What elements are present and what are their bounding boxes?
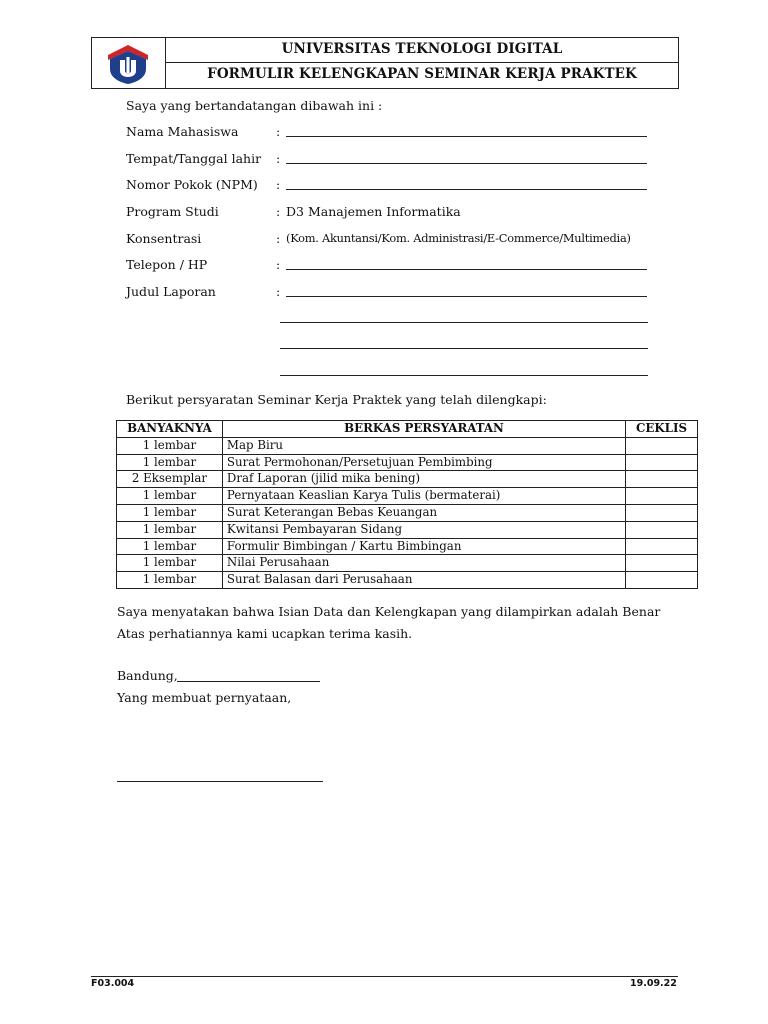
doc-cell: Map Biru xyxy=(222,437,625,454)
table-row xyxy=(117,454,698,471)
statement-text: Saya menyatakan bahwa Isian Data dan Kelengkapan yang dilampirkan adalah Benar xyxy=(117,604,661,619)
qty-cell: 1 lembar xyxy=(117,538,223,555)
tempat-tanggal-lahir-input[interactable] xyxy=(286,163,647,164)
field-colon: : xyxy=(276,284,281,299)
requirements-table xyxy=(116,420,698,589)
field-label: Nama Mahasiswa xyxy=(126,124,239,139)
judul-laporan-input[interactable] xyxy=(286,296,647,297)
qty-cell: 2 Eksemplar xyxy=(117,471,223,488)
qty-cell: 1 lembar xyxy=(117,454,223,471)
signature-name-line[interactable] xyxy=(117,781,323,782)
check-cell[interactable] xyxy=(626,521,698,538)
check-cell[interactable] xyxy=(626,538,698,555)
field-colon: : xyxy=(276,124,281,139)
footer-divider xyxy=(91,976,678,977)
nama-mahasiswa-input[interactable] xyxy=(286,136,647,137)
doc-cell: Formulir Bimbingan / Kartu Bimbingan xyxy=(222,538,625,555)
field-colon: : xyxy=(276,177,281,192)
doc-cell: Surat Keterangan Bebas Keuangan xyxy=(222,504,625,521)
konsentrasi-value: (Kom. Akuntansi/Kom. Administrasi/E-Commerce/Multimedia) xyxy=(286,231,631,245)
doc-cell: Surat Permohonan/Persetujuan Pembimbing xyxy=(222,454,625,471)
qty-cell: 1 lembar xyxy=(117,555,223,572)
judul-laporan-line-4[interactable] xyxy=(280,375,648,376)
field-colon: : xyxy=(276,151,281,166)
check-cell[interactable] xyxy=(626,437,698,454)
field-colon: : xyxy=(276,231,281,246)
check-cell[interactable] xyxy=(626,555,698,572)
thanks-text: Atas perhatiannya kami ucapkan terima kasih. xyxy=(117,626,413,641)
field-label: Konsentrasi xyxy=(126,231,202,246)
header-berkas: BERKAS PERSYARATAN xyxy=(222,421,625,438)
judul-laporan-line-2[interactable] xyxy=(280,322,648,323)
program-studi-value: D3 Manajemen Informatika xyxy=(286,204,461,219)
table-row xyxy=(117,471,698,488)
university-logo-icon xyxy=(104,41,152,85)
intro-text: Saya yang bertandatangan dibawah ini : xyxy=(126,98,383,113)
form-header xyxy=(91,37,679,89)
qty-cell: 1 lembar xyxy=(117,572,223,589)
doc-cell: Pernyataan Keaslian Karya Tulis (bermaterai) xyxy=(222,488,625,505)
field-label: Tempat/Tanggal lahir xyxy=(126,151,262,166)
logo-cell xyxy=(92,38,166,88)
university-name: UNIVERSITAS TEKNOLOGI DIGITAL xyxy=(281,41,563,57)
footer-date: 19.09.22 xyxy=(630,978,677,989)
npm-input[interactable] xyxy=(286,189,647,190)
check-cell[interactable] xyxy=(626,488,698,505)
check-cell[interactable] xyxy=(626,471,698,488)
field-label: Telepon / HP xyxy=(126,257,208,272)
doc-cell: Surat Balasan dari Perusahaan xyxy=(222,572,625,589)
signature-city: Bandung, xyxy=(117,668,178,683)
table-row xyxy=(117,504,698,521)
header-divider xyxy=(166,62,678,63)
doc-cell: Draf Laporan (jilid mika bening) xyxy=(222,471,625,488)
form-title: FORMULIR KELENGKAPAN SEMINAR KERJA PRAKTEK xyxy=(207,66,637,82)
footer-code: F03.004 xyxy=(91,978,135,989)
signature-date-input[interactable] xyxy=(177,681,320,682)
qty-cell: 1 lembar xyxy=(117,488,223,505)
field-colon: : xyxy=(276,204,281,219)
check-cell[interactable] xyxy=(626,454,698,471)
signature-maker-label: Yang membuat pernyataan, xyxy=(117,690,292,705)
qty-cell: 1 lembar xyxy=(117,521,223,538)
telepon-input[interactable] xyxy=(286,269,647,270)
doc-cell: Kwitansi Pembayaran Sidang xyxy=(222,521,625,538)
table-row xyxy=(117,555,698,572)
qty-cell: 1 lembar xyxy=(117,504,223,521)
field-colon: : xyxy=(276,257,281,272)
table-row xyxy=(117,572,698,589)
table-row xyxy=(117,521,698,538)
table-header-row xyxy=(117,421,698,438)
field-label: Judul Laporan xyxy=(126,284,216,299)
header-ceklis: CEKLIS xyxy=(626,421,698,438)
table-row xyxy=(117,437,698,454)
header-banyaknya: BANYAKNYA xyxy=(117,421,223,438)
field-label: Nomor Pokok (NPM) xyxy=(126,177,258,192)
judul-laporan-line-3[interactable] xyxy=(280,348,648,349)
table-row xyxy=(117,538,698,555)
doc-cell: Nilai Perusahaan xyxy=(222,555,625,572)
table-row xyxy=(117,488,698,505)
field-label: Program Studi xyxy=(126,204,219,219)
check-cell[interactable] xyxy=(626,504,698,521)
check-cell[interactable] xyxy=(626,572,698,589)
qty-cell: 1 lembar xyxy=(117,437,223,454)
requirements-intro: Berikut persyaratan Seminar Kerja Praktek yang telah dilengkapi: xyxy=(126,392,547,407)
